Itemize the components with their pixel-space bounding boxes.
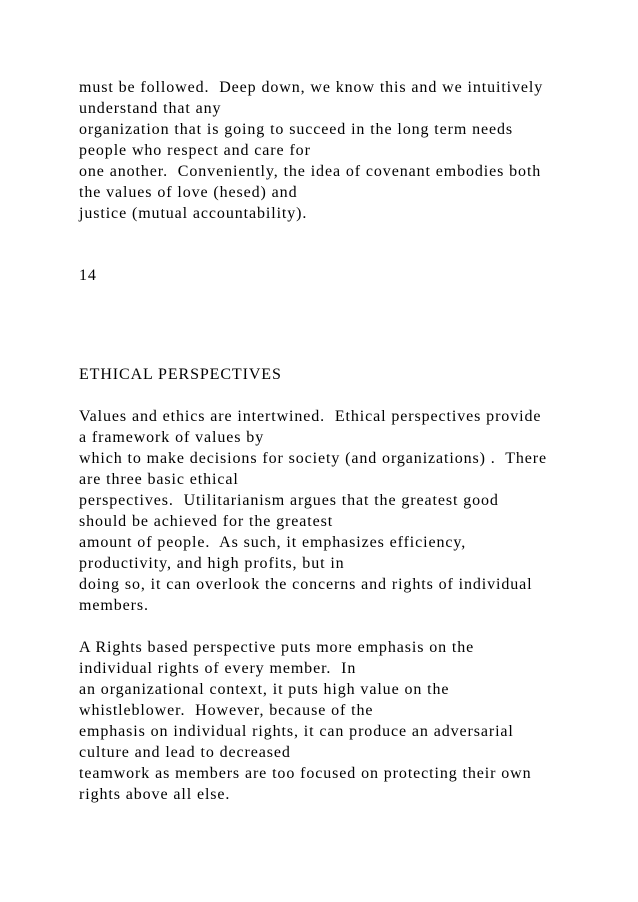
text-line: perspectives. Utilitarianism argues that the greatest good xyxy=(79,492,499,509)
text-line: doing so, it can overlook the concerns and rights of individual xyxy=(79,576,533,593)
text-line: one another. Conveniently, the idea of covenant embodies both xyxy=(79,163,542,180)
text-line: which to make decisions for society (and organizations) . There xyxy=(79,450,547,467)
text-line: the values of love (hesed) and xyxy=(79,184,298,201)
text-line: Values and ethics are intertwined. Ethical perspectives provide xyxy=(79,408,542,425)
text-line: rights above all else. xyxy=(79,786,231,803)
page-number: 14 xyxy=(79,267,97,284)
text-line: organization that is going to succeed in the long term needs xyxy=(79,121,514,138)
text-line: understand that any xyxy=(79,100,222,117)
section-heading: ETHICAL PERSPECTIVES xyxy=(79,366,282,383)
text-line: a framework of values by xyxy=(79,429,265,446)
text-line: individual rights of every member. In xyxy=(79,660,357,677)
text-line: whistleblower. However, because of the xyxy=(79,702,374,719)
text-line: should be achieved for the greatest xyxy=(79,513,334,530)
text-line: people who respect and care for xyxy=(79,142,311,159)
text-line: must be followed. Deep down, we know this and we intuitively xyxy=(79,79,544,96)
text-line: emphasis on individual rights, it can produce an adversarial xyxy=(79,723,514,740)
text-line: productivity, and high profits, but in xyxy=(79,555,345,572)
text-line: members. xyxy=(79,597,149,614)
text-line: justice (mutual accountability). xyxy=(79,205,308,222)
text-line: teamwork as members are too focused on protecting their own xyxy=(79,765,532,782)
text-line: culture and lead to decreased xyxy=(79,744,291,761)
text-line: A Rights based perspective puts more emphasis on the xyxy=(79,639,475,656)
text-line: amount of people. As such, it emphasizes efficiency, xyxy=(79,534,467,551)
text-line: are three basic ethical xyxy=(79,471,239,488)
text-line: an organizational context, it puts high value on the xyxy=(79,681,450,698)
